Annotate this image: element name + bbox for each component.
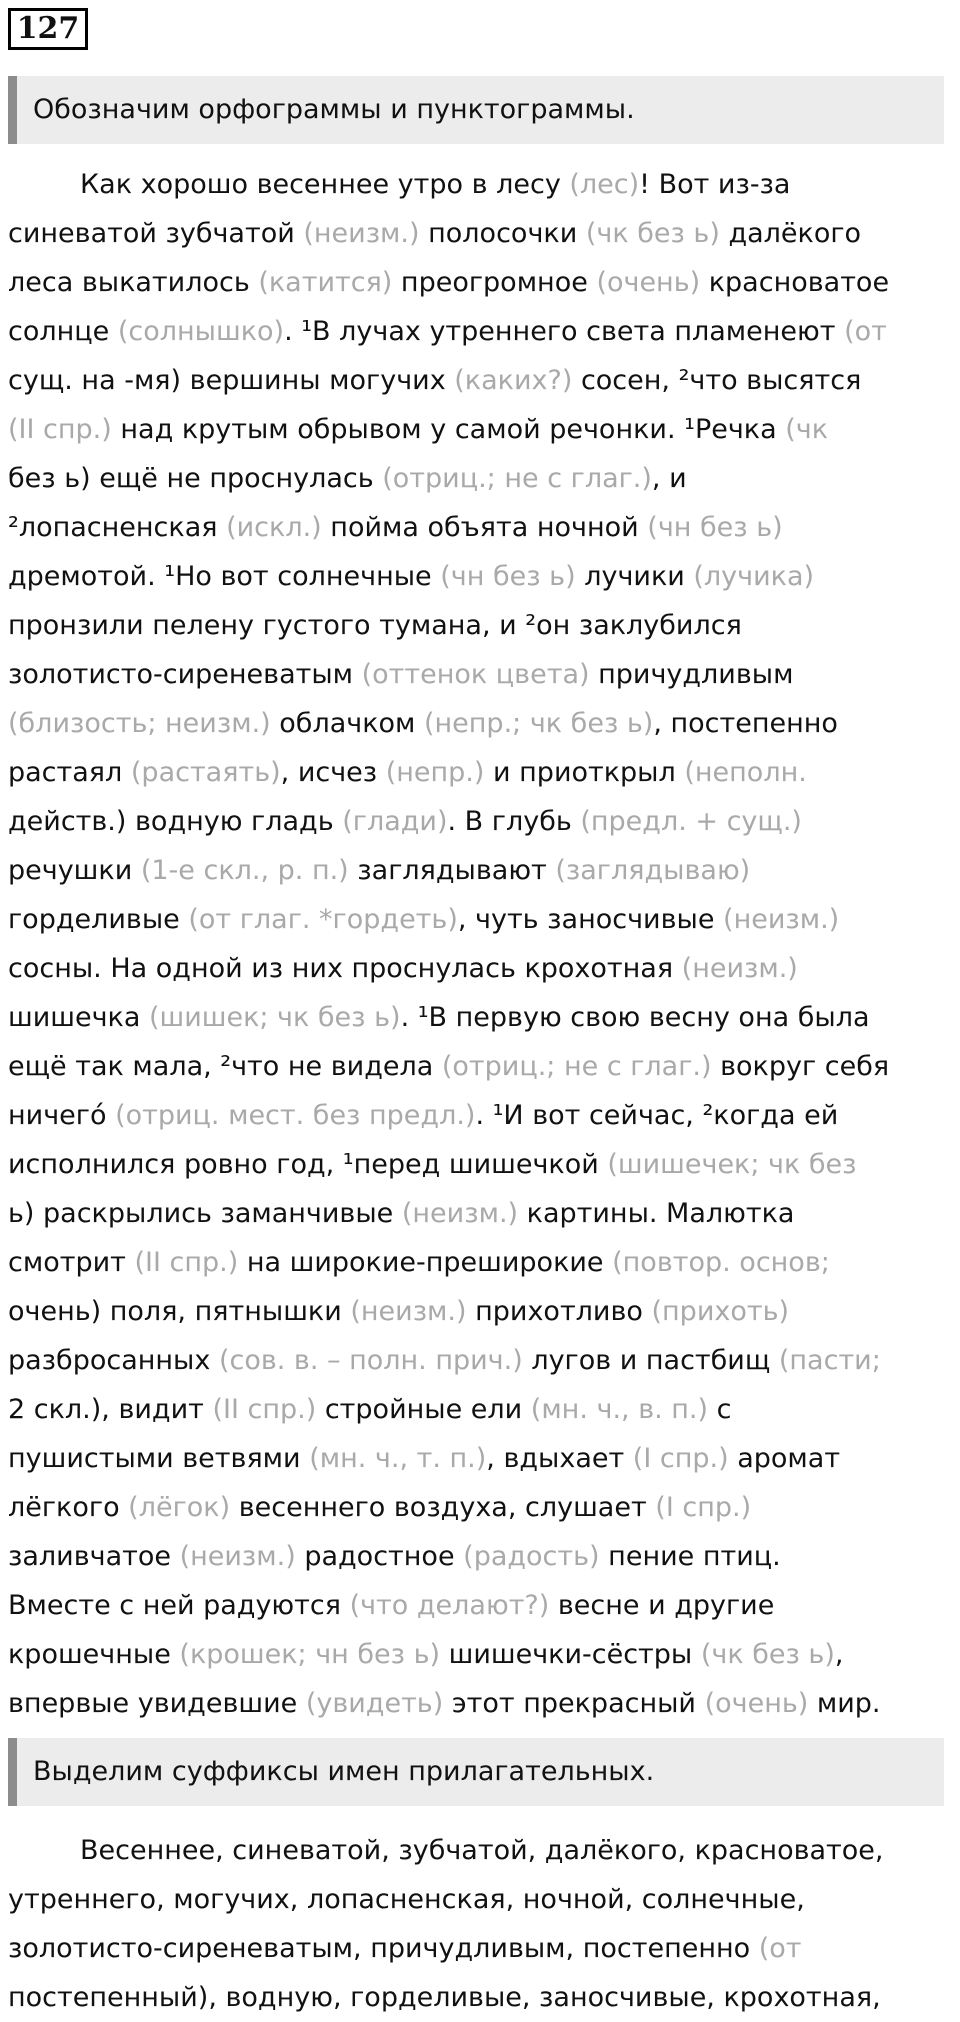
text-line: золотисто-сиреневатым, причудливым, постепенно (от (8, 1933, 802, 1964)
text-line: (близость; неизм.) облачком (непр.; чк без ь), постепенно (8, 708, 838, 739)
section-heading-suffixes: Выделим суффиксы имен прилагательных. (8, 1738, 944, 1806)
text-line: сосны. На одной из них проснулась крохотная (неизм.) (8, 953, 798, 984)
text-line: ещё так мала, ²что не видела (отриц.; не с глаг.) вокруг себя (8, 1051, 890, 1082)
text-line: (II спр.) над крутым обрывом у самой речонки. ¹Речка (чк (8, 414, 829, 445)
text-line: золотисто-сиреневатым (оттенок цвета) причудливым (8, 659, 794, 690)
text-line: ь) раскрылись заманчивые (неизм.) картины. Малютка (8, 1198, 795, 1229)
text-line: горделивые (от глаг. *гордеть), чуть заносчивые (неизм.) (8, 904, 840, 935)
text-line: дремотой. ¹Но вот солнечные (чн без ь) лучики (лучика) (8, 561, 815, 592)
text-line: постепенный), водную, горделивые, заносчивые, крохотная, (8, 1982, 881, 2013)
text-line: впервые увидевшие (увидеть) этот прекрасный (очень) мир. (8, 1688, 881, 1719)
text-line: действ.) водную гладь (глади). В глубь (предл. + сущ.) (8, 806, 802, 837)
task-number: 127 (8, 8, 88, 50)
text-line: синеватой зубчатой (неизм.) полосочки (чк без ь) далёкого (8, 218, 862, 249)
text-line: ничего́ (отриц. мест. без предл.). ¹И вот сейчас, ²когда ей (8, 1100, 839, 1131)
text-line: без ь) ещё не проснулась (отриц.; не с глаг.), и (8, 463, 687, 494)
text-line: разбросанных (сов. в. – полн. прич.) лугов и пастбищ (пасти; (8, 1345, 881, 1376)
text-line: солнце (солнышко). ¹В лучах утреннего света пламенеют (от (8, 316, 887, 347)
text-line: очень) поля, пятнышки (неизм.) прихотливо (прихоть) (8, 1296, 790, 1327)
text-line: смотрит (II спр.) на широкие-преширокие (повтор. основ; (8, 1247, 830, 1278)
text-line: ²лопасненская (искл.) пойма объята ночной (чн без ь) (8, 512, 783, 543)
text-line: сущ. на -мя) вершины могучих (каких?) сосен, ²что высятся (8, 365, 862, 396)
text-line: Вместе с ней радуются (что делают?) весне и другие (8, 1590, 775, 1621)
suffix-list-text (8, 1826, 952, 2022)
text-line: лёгкого (лёгок) весеннего воздуха, слушает (I спр.) (8, 1492, 752, 1523)
text-line: утреннего, могучих, лопасненская, ночной, солнечные, (8, 1884, 805, 1915)
text-line: пушистыми ветвями (мн. ч., т. п.), вдыхает (I спр.) аромат (8, 1443, 841, 1474)
exercise-text (8, 160, 952, 1728)
text-line: крошечные (крошек; чн без ь) шишечки-сёстры (чк без ь), (8, 1639, 844, 1670)
text-line: растаял (растаять), исчез (непр.) и приоткрыл (неполн. (8, 757, 807, 788)
text-line: речушки (1-е скл., р. п.) заглядывают (заглядываю) (8, 855, 751, 886)
text-line: леса выкатилось (катится) преогромное (очень) красноватое (8, 267, 890, 298)
section-heading-orthograms: Обозначим орфограммы и пунктограммы. (8, 76, 944, 144)
text-line: исполнился ровно год, ¹перед шишечкой (шишечек; чк без (8, 1149, 857, 1180)
text-line: шишечка (шишек; чк без ь). ¹В первую свою весну она была (8, 1002, 870, 1033)
text-line: 2 скл.), видит (II спр.) стройные ели (мн. ч., в. п.) с (8, 1394, 732, 1425)
text-line: Весеннее, синеватой, зубчатой, далёкого, красноватое, (80, 1835, 884, 1866)
text-line: пронзили пелену густого тумана, и ²он заклубился (8, 610, 742, 641)
text-line: заливчатое (неизм.) радостное (радость) пение птиц. (8, 1541, 781, 1572)
text-line: Как хорошо весеннее утро в лесу (лес)! Вот из-за (80, 169, 791, 200)
